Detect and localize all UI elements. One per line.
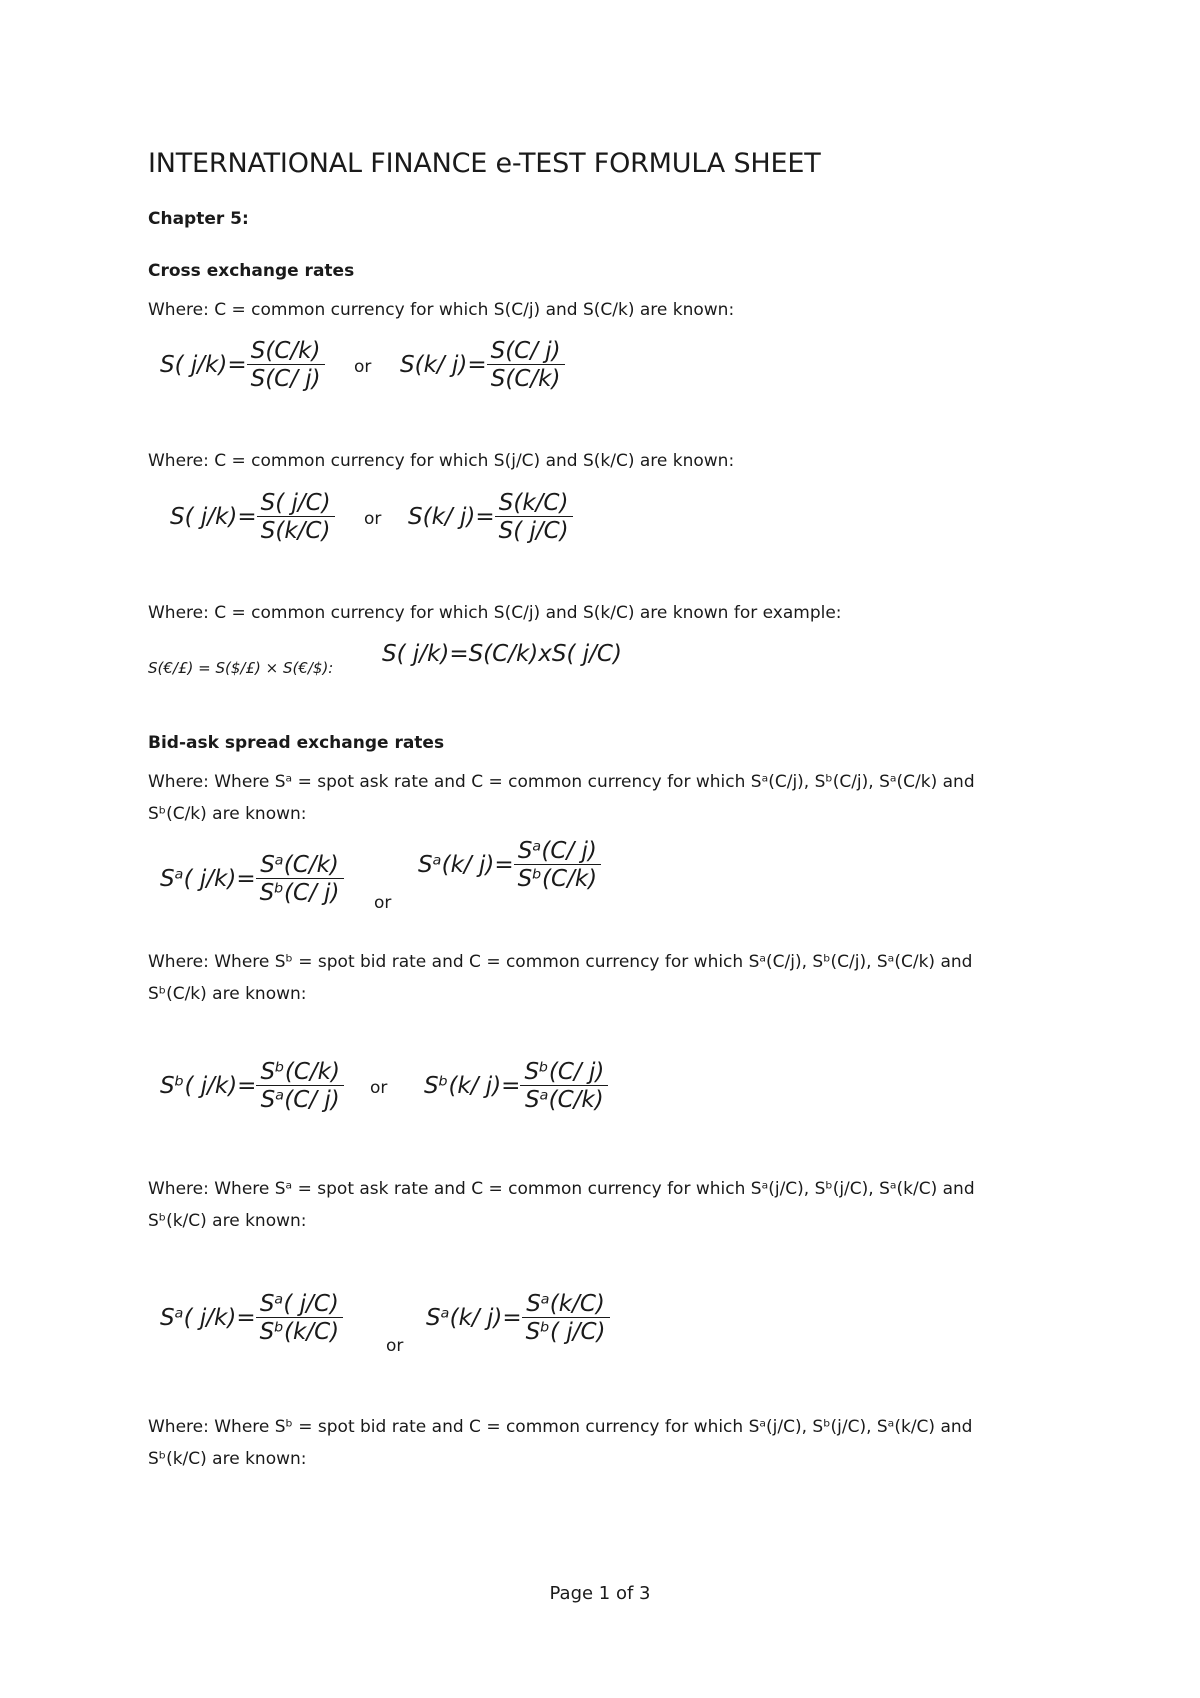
formula-5a-numerator: Sᵇ(C/k) <box>256 1059 344 1086</box>
formula-1b <box>400 338 565 393</box>
formula-2b-numerator: S(k/C) <box>495 490 573 517</box>
section-heading-bid-ask: Bid-ask spread exchange rates <box>148 733 445 753</box>
formula-4a-denominator: Sᵇ(C/ j) <box>259 880 340 906</box>
formula-3: S( j/k)=S(C/k)xS( j/C) <box>382 641 622 667</box>
formula-5b-numerator: Sᵇ(C/ j) <box>520 1059 608 1086</box>
formula-6b-denominator: Sᵇ( j/C) <box>525 1319 606 1345</box>
formula-1b-denominator: S(C/k) <box>490 366 561 392</box>
or-label: or <box>354 357 372 377</box>
section-heading-cross-rates: Cross exchange rates <box>148 261 355 281</box>
formula-2b-denominator: S( j/C) <box>498 518 569 544</box>
formula-6a-numerator: Sᵃ( j/C) <box>256 1291 344 1318</box>
formula-1a <box>160 338 325 393</box>
formula-4a-numerator: Sᵃ(C/k) <box>256 852 344 879</box>
formula-5b-denominator: Sᵃ(C/k) <box>525 1087 604 1113</box>
chapter-heading: Chapter 5: <box>148 209 249 229</box>
formula-1a-lhs: S( j/k)= <box>160 352 247 378</box>
formula-5b-lhs: Sᵇ(k/ j)= <box>424 1073 521 1099</box>
formula-2a-lhs: S( j/k)= <box>170 504 257 530</box>
formula-2b-lhs: S(k/ j)= <box>408 504 495 530</box>
formula-2b <box>408 490 573 545</box>
paragraph-7: Where: Where Sᵇ = spot bid rate and C = common currency for which Sᵃ(j/C), Sᵇ(j/C), Sᵃ(k/C) and Sᵇ(k/C) are known: <box>148 1417 973 1469</box>
formula-6a <box>160 1291 343 1346</box>
or-label: or <box>386 1336 404 1356</box>
formula-6b-lhs: Sᵃ(k/ j)= <box>426 1305 522 1331</box>
page-title: INTERNATIONAL FINANCE e-TEST FORMULA SHEET <box>148 148 821 179</box>
or-label: or <box>370 1078 388 1098</box>
formula-4b-denominator: Sᵇ(C/k) <box>517 866 598 892</box>
formula-5a <box>160 1059 344 1114</box>
formula-5b <box>424 1059 608 1114</box>
formula-2a <box>170 490 335 545</box>
formula-1b-numerator: S(C/ j) <box>487 338 565 365</box>
paragraph-1: Where: C = common currency for which S(C/j) and S(C/k) are known: <box>148 300 735 320</box>
formula-5a-denominator: Sᵃ(C/ j) <box>260 1087 340 1113</box>
formula-4b <box>418 838 601 893</box>
formula-6b <box>426 1291 610 1346</box>
paragraph-2: Where: C = common currency for which S(j/C) and S(k/C) are known: <box>148 451 735 471</box>
formula-6a-denominator: Sᵇ(k/C) <box>259 1319 340 1345</box>
formula-2a-numerator: S( j/C) <box>257 490 335 517</box>
formula-2a-denominator: S(k/C) <box>260 518 331 544</box>
or-label: or <box>364 509 382 529</box>
formula-4a-lhs: Sᵃ( j/k)= <box>160 866 256 892</box>
formula-1a-denominator: S(C/ j) <box>250 366 321 392</box>
paragraph-3: Where: C = common currency for which S(C/j) and S(k/C) are known for example: <box>148 603 842 623</box>
paragraph-5: Where: Where Sᵇ = spot bid rate and C = common currency for which Sᵃ(C/j), Sᵇ(C/j), Sᵃ(C/k) and Sᵇ(C/k) are known: <box>148 952 973 1004</box>
paragraph-4: Where: Where Sᵃ = spot ask rate and C = common currency for which Sᵃ(C/j), Sᵇ(C/j), Sᵃ(C/k) and Sᵇ(C/k) are known: <box>148 772 975 824</box>
formula-5a-lhs: Sᵇ( j/k)= <box>160 1073 257 1099</box>
formula-6b-numerator: Sᵃ(k/C) <box>522 1291 610 1318</box>
formula-4b-numerator: Sᵃ(C/ j) <box>514 838 602 865</box>
example-text: S(€/£) = S($/£) × S(€/$): <box>148 659 334 677</box>
page-footer: Page 1 of 3 <box>549 1583 651 1604</box>
or-label: or <box>374 893 392 913</box>
formula-6a-lhs: Sᵃ( j/k)= <box>160 1305 256 1331</box>
paragraph-6: Where: Where Sᵃ = spot ask rate and C = common currency for which Sᵃ(j/C), Sᵇ(j/C), Sᵃ(k/C) and Sᵇ(k/C) are known: <box>148 1179 975 1231</box>
formula-4a <box>160 852 344 907</box>
formula-1a-numerator: S(C/k) <box>247 338 325 365</box>
formula-4b-lhs: Sᵃ(k/ j)= <box>418 852 514 878</box>
formula-1b-lhs: S(k/ j)= <box>400 352 487 378</box>
